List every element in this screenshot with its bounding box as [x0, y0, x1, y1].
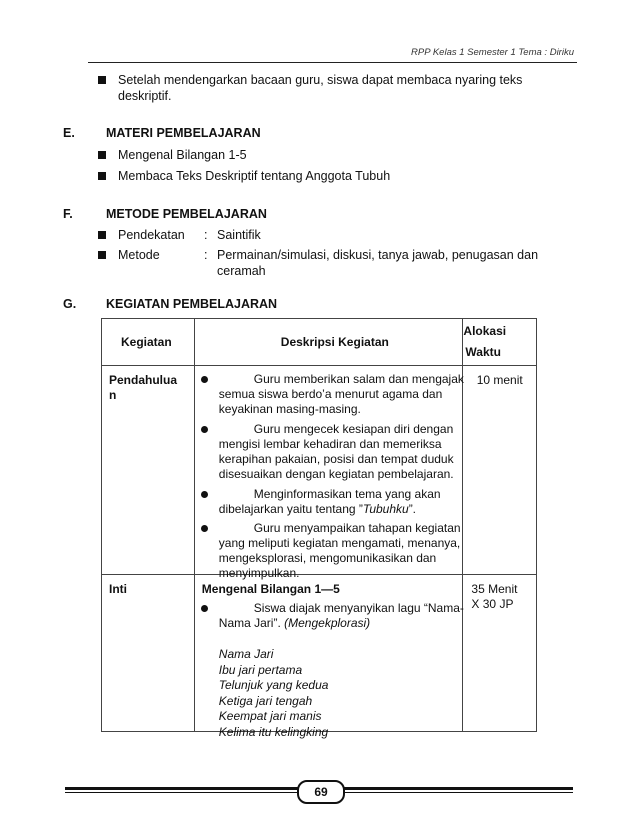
header-deskripsi: Deskripsi Kegiatan: [280, 335, 389, 349]
bullet-4-line: Guru menyampaikan tahapan kegiatan: [253, 521, 461, 535]
section-e-item-text: Membaca Teks Deskriptif tentang Anggota Tubuh: [118, 169, 391, 183]
song-line: Keempat jari manis: [218, 709, 322, 723]
square-bullet-icon: [98, 76, 106, 84]
square-bullet-icon: [98, 231, 106, 239]
header-kegiatan: Kegiatan: [121, 335, 172, 349]
round-bullet-icon: [201, 376, 208, 383]
header-alokasi-cell: [463, 319, 537, 366]
bullet-3-line: Menginformasikan tema yang akan: [253, 487, 441, 501]
song-line: Ketiga jari tengah: [218, 693, 313, 708]
header-waktu: Waktu: [465, 345, 501, 359]
pendahuluan-bullet-3: [219, 487, 474, 517]
round-bullet-icon: [201, 491, 208, 498]
section-g-letter: G.: [63, 297, 77, 311]
bullet-1-line: Guru memberikan salam dan mengajak: [253, 372, 464, 386]
bullet-4-line: menyimpulkan.: [218, 566, 300, 580]
bullet-2-line: kerapihan pakaian, posisi dan tempat duduk: [218, 452, 454, 466]
inti-name: Inti: [109, 582, 127, 596]
metode-colon: :: [204, 248, 208, 262]
pendekatan-colon: :: [204, 228, 208, 242]
pendahuluan-bullet-4: [219, 521, 474, 581]
bullet-3-end: ”.: [408, 502, 417, 516]
pendahuluan-name-cell: [102, 366, 195, 575]
pendahuluan-bullet-1: [219, 372, 474, 417]
section-e-letter: E.: [63, 126, 75, 140]
inti-desc-cell: [194, 575, 464, 739]
metode-label: Metode: [118, 248, 160, 262]
song-lyrics: [219, 647, 474, 740]
inti-name-cell: [102, 575, 195, 732]
pendahuluan-name-line1: Pendahulua: [109, 373, 178, 387]
inti-bullet-text: Nama Jari”.: [218, 616, 281, 630]
header-kegiatan-cell: [102, 319, 195, 366]
pendahuluan-desc-cell: [194, 366, 464, 580]
section-f-letter: F.: [63, 207, 73, 221]
pendahuluan-bullet-2: [219, 422, 474, 482]
pendekatan-label: Pendekatan: [118, 228, 185, 242]
inti-time-line2: X 30 JP: [471, 597, 514, 611]
bullet-1-line: keyakinan masing-masing.: [218, 402, 361, 416]
running-header: RPP Kelas 1 Semester 1 Tema : Diriku: [411, 47, 574, 58]
header-alokasi: Alokasi: [463, 324, 507, 338]
bullet-4-line: mengeksplorasi, mengomunikasikan dan: [218, 551, 437, 565]
pendahuluan-time-cell: [463, 366, 537, 575]
bullet-2-line: mengisi lembar kehadiran dan memeriksa: [218, 437, 442, 451]
intro-bullet-line2: deskriptif.: [118, 89, 172, 103]
metode-value-line1: Permainan/simulasi, diskusi, tanya jawab, penugasan dan: [217, 248, 539, 262]
kegiatan-table: [101, 318, 537, 739]
song-line: Nama Jari: [218, 647, 274, 661]
pendahuluan-time: 10 menit: [476, 373, 523, 387]
header-rule: [88, 62, 577, 63]
bullet-3-text: dibelajarkan yaitu tentang ”: [218, 502, 363, 516]
page-number: 69: [297, 780, 345, 804]
section-e-item-text: Mengenal Bilangan 1-5: [118, 148, 247, 162]
intro-bullet-line1: Setelah mendengarkan bacaan guru, siswa dapat membaca nyaring teks: [118, 73, 523, 87]
song-line: Ibu jari pertama: [218, 662, 303, 677]
section-f-title: METODE PEMBELAJARAN: [106, 207, 267, 221]
pendekatan-value: Saintifik: [217, 228, 261, 242]
square-bullet-icon: [98, 251, 106, 259]
round-bullet-icon: [201, 605, 208, 612]
inti-time-line1: 35 Menit: [471, 582, 518, 596]
round-bullet-icon: [201, 525, 208, 532]
bullet-2-line: Guru mengecek kesiapan diri dengan: [253, 422, 454, 436]
square-bullet-icon: [98, 172, 106, 180]
square-bullet-icon: [98, 151, 106, 159]
table-row-inti: [102, 575, 537, 732]
bullet-4-line: yang meliputi kegiatan mengamati, menanya,: [218, 536, 461, 550]
section-g-title: KEGIATAN PEMBELAJARAN: [106, 297, 278, 311]
bullet-1-line: semua siswa berdo’a menurut agama dan: [218, 387, 443, 401]
bullet-3-tema: Tubuhku: [362, 502, 409, 516]
bullet-3-line: [219, 502, 474, 517]
round-bullet-icon: [201, 426, 208, 433]
song-line: Telunjuk yang kedua: [218, 678, 329, 692]
inti-time-cell: [463, 575, 537, 732]
table-header-row: [102, 319, 537, 366]
metode-value-line2: ceramah: [217, 264, 266, 278]
inti-bullet-line: [219, 616, 474, 631]
inti-bullet-line: Siswa diajak menyanyikan lagu “Nama-: [253, 601, 464, 615]
inti-bullet-1: [219, 601, 474, 631]
inti-subtitle: Mengenal Bilangan 1—5: [201, 582, 340, 596]
inti-bullet-note: (Mengekplorasi): [284, 616, 371, 630]
section-e-title: MATERI PEMBELAJARAN: [106, 126, 261, 140]
header-deskripsi-cell: [194, 319, 463, 366]
pendahuluan-name-line2: n: [109, 388, 117, 402]
song-line: Kelima itu kelingking: [218, 724, 329, 739]
table-row-pendahuluan: [102, 366, 537, 575]
bullet-2-line: disesuaikan dengan kegiatan pembelajaran.: [218, 467, 454, 481]
